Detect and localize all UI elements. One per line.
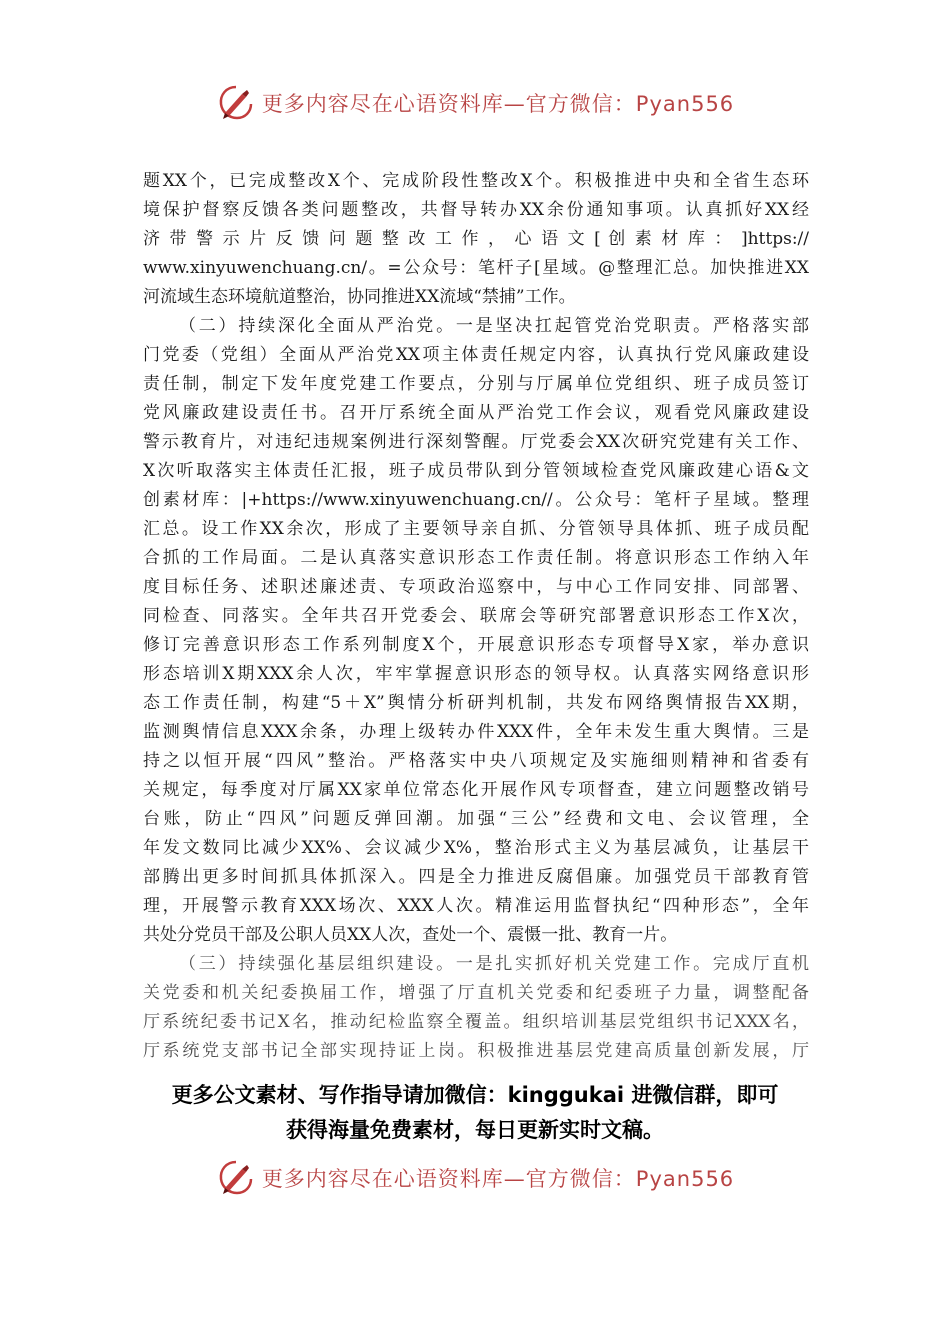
section-three-heading-line: （三）持续强化基层组织建设。一是扎实抓好机关党建工作。完成厅直机: [179, 954, 809, 974]
body-line: 理，开展警示教育XXX场次、XXX人次。精准运用监督执纪“四种形态”，全年: [143, 896, 809, 916]
body-line: X次听取落实主体责任汇报，班子成员带队到分管领域检查党风廉政建心语&文: [143, 461, 809, 481]
body-line: 河流域生态环境航道整治，协同推进XX流域“禁捕”工作。: [143, 287, 576, 307]
body-line: 监测舆情信息XXX余条，办理上级转办件XXX件，全年未发生重大舆情。三是: [143, 722, 809, 742]
body-line: 合抓的工作局面。二是认真落实意识形态工作责任制。将意识形态工作纳入年: [143, 548, 809, 568]
footer-watermark-text: 更多内容尽在心语资料库—官方微信：Pyan556: [261, 1167, 735, 1191]
body-line: 济 带 警 示 片 反 馈 问 题 整 改 工 作 ， 心 语 文 [ 创 素 材 库 ： ]https://: [143, 229, 809, 249]
body-line: www.xinyuwenchuang.cn/。=公众号：笔杆子[星域。@整理汇总。加快推进XX: [143, 258, 809, 278]
body-line: 修订完善意识形态工作系列制度X个，开展意识形态专项督导X家，举办意识: [143, 635, 809, 655]
promo-line-2: 获得海量免费素材，每日更新实时文稿。: [286, 1118, 664, 1142]
body-line: 创素材库：|+https://www.xinyuwenchuang.cn//。公众号：笔杆子星域。整理: [143, 490, 809, 510]
body-line: 关党委和机关纪委换届工作，增强了厅直机关党委和纪委班子力量，调整配备: [143, 983, 809, 1003]
body-line: 境保护督察反馈各类问题整改，共督导转办XX余份通知事项。认真抓好XX经: [143, 200, 809, 220]
body-line: 态工作责任制，构建“5＋X”舆情分析研判机制，共发布网络舆情报告XX期，: [143, 693, 809, 713]
header-watermark: [0, 80, 950, 126]
body-line: 年发文数同比减少XX%、会议减少X%，整治形式主义为基层减负，让基层干: [143, 838, 809, 858]
body-line: 度目标任务、述职述廉述责、专项政治巡察中，与中心工作同安排、同部署、: [143, 577, 809, 597]
pen-logo-icon: [216, 1158, 256, 1198]
body-line: 形态培训X期XXX余人次，牢牢掌握意识形态的领导权。认真落实网络意识形: [143, 664, 809, 684]
body-line: 厅系统纪委书记X名，推动纪检监察全覆盖。组织培训基层党组织书记XXX名，: [143, 1012, 809, 1032]
body-line: 门党委（党组）全面从严治党XX项主体责任规定内容，认真执行党风廉政建设: [143, 345, 809, 365]
body-line: 共处分党员干部及公职人员XX人次，查处一个、震慑一批、教育一片。: [143, 925, 678, 945]
body-line: 同检查、同落实。全年共召开党委会、联席会等研究部署意识形态工作X次，: [143, 606, 809, 626]
pen-logo-icon: [216, 83, 256, 123]
faded-section: [143, 950, 809, 1066]
body-line: 汇总。设工作XX余次，形成了主要领导亲自抓、分管领导具体抓、班子成员配: [143, 519, 809, 539]
body-line: 责任制，制定下发年度党建工作要点，分别与厅属单位党组织、班子成员签订: [143, 374, 809, 394]
section-two-heading-line: （二）持续深化全面从严治党。一是坚决扛起管党治党职责。严格落实部: [179, 316, 809, 336]
body-line: 题XX个，已完成整改X个、完成阶段性整改X个。积极推进中央和全省生态环: [143, 171, 809, 191]
body-line: 警示教育片，对违纪违规案例进行深刻警醒。厅党委会XX次研究党建有关工作、: [143, 432, 809, 452]
body-line: 持之以恒开展“四风”整治。严格落实中央八项规定及实施细则精神和省委有: [143, 751, 809, 771]
body-line: 关规定，每季度对厅属XX家单位常态化开展作风专项督查，建立问题整改销号: [143, 780, 809, 800]
header-watermark-text: 更多内容尽在心语资料库—官方微信：Pyan556: [261, 92, 735, 116]
body-line: 厅系统党支部书记全部实现持证上岗。积极推进基层党建高质量创新发展，厅: [143, 1041, 809, 1061]
promo-line-1: 更多公文素材、写作指导请加微信：kinggukai 进微信群，即可: [171, 1083, 779, 1107]
body-line: 台账，防止“四风”问题反弹回潮。加强“三公”经费和文电、会议管理，全: [143, 809, 809, 829]
body-line: 党风廉政建设责任书。召开厅系统全面从严治党工作会议，观看党风廉政建设: [143, 403, 809, 423]
document-body: [143, 167, 809, 1066]
promo-banner: [0, 1078, 950, 1148]
footer-watermark: [0, 1155, 950, 1201]
body-line: 部腾出更多时间抓具体抓深入。四是全力推进反腐倡廉。加强党员干部教育管: [143, 867, 809, 887]
